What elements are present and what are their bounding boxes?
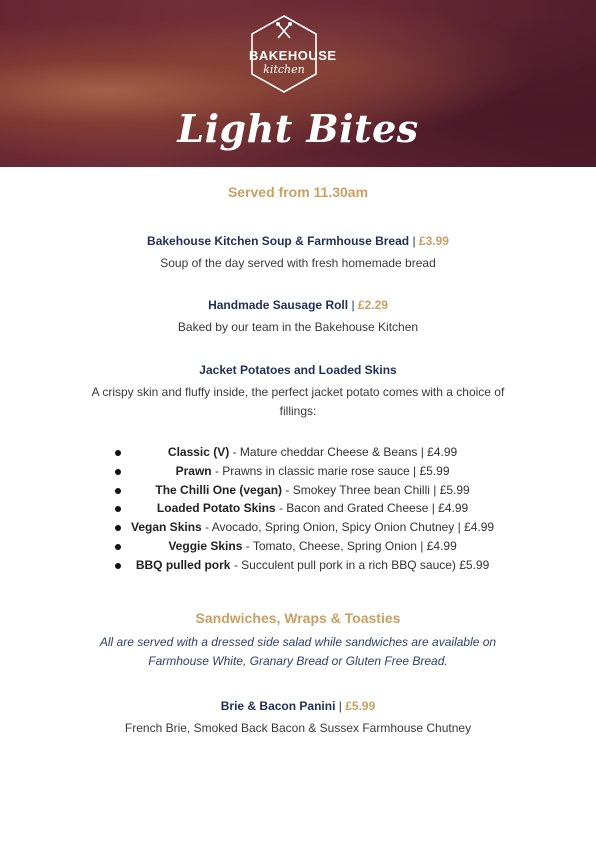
page-title: Light Bites [177,106,419,151]
logo-subtext: kitchen [263,63,305,76]
price-separator: | [335,699,346,713]
note-line: Farmhouse White, Granary Bread or Gluten Free Bread. [148,654,448,668]
price-separator: | [348,298,358,312]
hero-banner [0,0,596,167]
item-price: £3.99 [418,234,449,248]
description-line: fillings: [279,404,317,418]
logo-wordmark: BAKEHOUSE [249,48,337,63]
list-item: BBQ pulled pork - Succulent pull pork in a rich BBQ sauce) £5.99 [112,556,494,575]
item-name: Handmade Sausage Roll [208,298,349,312]
item-name: Bakehouse Kitchen Soup & Farmhouse Bread [147,234,410,248]
served-time: Served from 11.30am [227,184,369,200]
note-line: All are served with a dressed side salad while sandwiches are available on [99,635,497,649]
item-price: £2.29 [357,298,388,312]
item-description: Baked by our team in the Bakehouse Kitchen [177,320,419,334]
menu-item-soup [0,232,596,273]
list-item: Veggie Skins - Tomato, Cheese, Spring Onion | £4.99 [112,537,494,556]
item-price: £5.99 [345,699,376,713]
sandwiches-note [0,633,596,671]
menu-item-jacket-potatoes [0,361,596,421]
item-name: Brie & Bacon Panini [220,699,336,713]
item-description: French Brie, Smoked Back Bacon & Sussex Farmhouse Chutney [124,721,472,735]
menu-item-sausage-roll [0,296,596,337]
fillings-list [112,443,494,575]
description-line: A crispy skin and fluffy inside, the perfect jacket potato comes with a choice of [91,385,505,399]
list-item: Vegan Skins - Avocado, Spring Onion, Spicy Onion Chutney | £4.99 [112,518,494,537]
list-item: Prawn - Prawns in classic marie rose sauce | £5.99 [112,462,494,481]
item-description: Soup of the day served with fresh homemade bread [160,256,436,270]
price-separator: | [409,234,419,248]
item-name: Jacket Potatoes and Loaded Skins [199,363,397,377]
sandwiches-section-title: Sandwiches, Wraps & Toasties [195,610,401,626]
list-item: Classic (V) - Mature cheddar Cheese & Beans | £4.99 [112,443,494,462]
list-item: The Chilli One (vegan) - Smokey Three bean Chilli | £5.99 [112,481,494,500]
bakehouse-logo [249,14,337,94]
list-item: Loaded Potato Skins - Bacon and Grated Cheese | £4.99 [112,499,494,518]
item-description [0,383,596,421]
menu-item-panini [0,697,596,738]
